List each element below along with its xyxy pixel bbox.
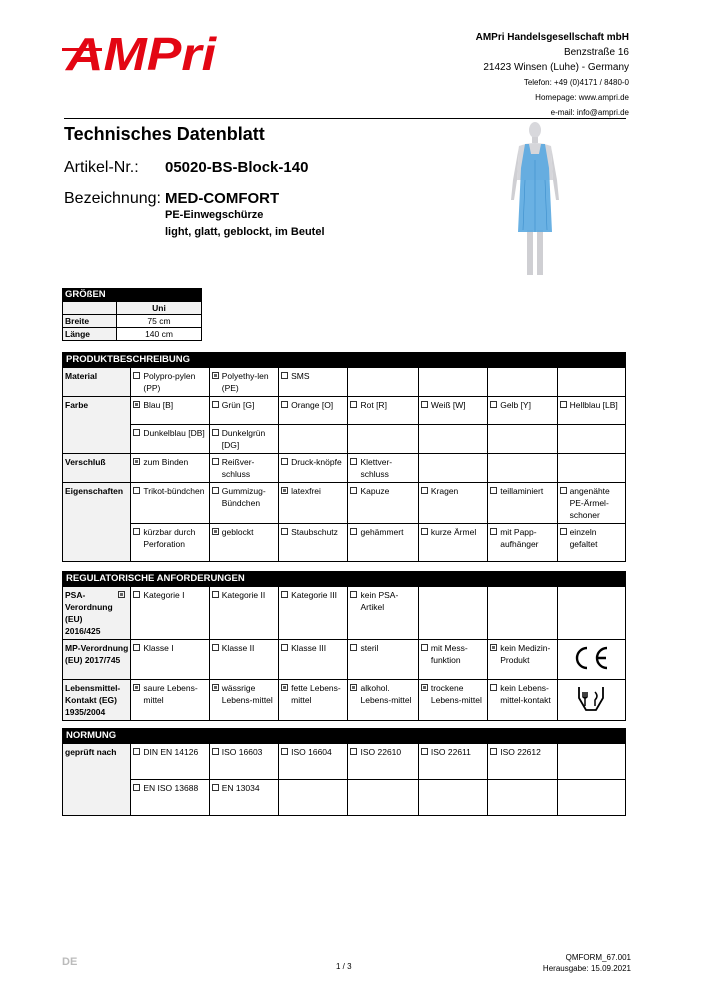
- page-title: Technisches Datenblatt: [64, 124, 265, 144]
- option-label: Kategorie II: [221, 590, 266, 600]
- option-label: kein PSA-Artikel: [360, 590, 399, 612]
- regulatory-label-text: Lebensmittel-Kontakt (EG) 1935/2004: [65, 683, 121, 717]
- checkbox-icon[interactable]: [281, 748, 288, 755]
- option-cell: [348, 587, 418, 640]
- empty-cell: [418, 368, 487, 397]
- checkbox-icon[interactable]: [212, 644, 219, 651]
- option-label: Druck-knöpfe: [291, 457, 342, 467]
- option-cell: [279, 680, 348, 721]
- food-contact-icon-cell: [557, 680, 625, 721]
- option-cell: [488, 483, 557, 524]
- checkbox-icon[interactable]: [281, 591, 288, 598]
- option-label: fette Lebens-mittel: [291, 683, 341, 705]
- empty-cell: [557, 587, 625, 640]
- checkbox-icon[interactable]: [133, 748, 140, 755]
- empty-cell: [348, 425, 418, 454]
- product-description-table: [62, 352, 626, 562]
- checkbox-icon[interactable]: [281, 644, 288, 651]
- option-label: Grün [G]: [221, 400, 255, 410]
- option-cell: [209, 524, 278, 562]
- option-label: Reißver-schluss: [221, 457, 255, 479]
- checkbox-icon[interactable]: [560, 401, 567, 408]
- option-label: Klasse I: [143, 643, 174, 653]
- checkbox-icon[interactable]: [421, 401, 428, 408]
- header-divider: [64, 118, 626, 119]
- option-cell: [557, 524, 625, 562]
- option-cell: [348, 524, 418, 562]
- checkbox-icon[interactable]: [212, 591, 219, 598]
- option-label: EN ISO 13688: [143, 783, 199, 793]
- option-label: steril: [360, 643, 379, 653]
- checkbox-icon[interactable]: [212, 429, 219, 436]
- option-cell: [209, 680, 278, 721]
- checkbox-icon[interactable]: [133, 591, 140, 598]
- norm-header: NORMUNG: [63, 729, 626, 744]
- option-cell: [348, 680, 418, 721]
- option-label: Gummizug-Bündchen: [221, 486, 266, 508]
- option-label: kein Medizin-Produkt: [500, 643, 551, 665]
- option-cell: [488, 524, 557, 562]
- regulatory-row-label: [63, 640, 131, 680]
- option-cell: [348, 640, 418, 680]
- checkbox-icon[interactable]: [421, 528, 428, 535]
- option-label: kein Lebens-mittel-kontakt: [500, 683, 551, 705]
- checkbox-icon[interactable]: [560, 528, 567, 535]
- option-label: angenähte PE-Ärmel-schoner: [569, 486, 610, 520]
- product-details: light, glatt, geblockt, im Beutel: [165, 226, 325, 238]
- regulatory-label-text: PSA-Verordnung (EU) 2016/425: [65, 590, 113, 636]
- sizes-table: [62, 288, 202, 341]
- form-id: QMFORM_67.001: [565, 953, 631, 962]
- empty-cell: [557, 454, 625, 483]
- empty-cell: [418, 587, 487, 640]
- option-cell: [279, 640, 348, 680]
- option-cell: [209, 368, 278, 397]
- option-label: Hellblau [LB]: [569, 400, 618, 410]
- empty-cell: [557, 780, 625, 816]
- sizes-col-header: Uni: [117, 302, 202, 315]
- option-label: mit Mess-funktion: [430, 643, 468, 665]
- issue-date: Herausgabe: 15.09.2021: [542, 964, 631, 973]
- option-cell: [418, 744, 487, 780]
- option-label: Orange [O]: [291, 400, 334, 410]
- option-cell: [418, 483, 487, 524]
- option-cell: [131, 397, 209, 425]
- option-cell: [209, 744, 278, 780]
- option-cell: [418, 524, 487, 562]
- empty-cell: [557, 744, 625, 780]
- option-label: Kategorie III: [291, 590, 337, 600]
- option-label: einzeln gefaltet: [569, 527, 598, 549]
- option-label: latexfrei: [291, 486, 321, 496]
- checkbox-icon[interactable]: [212, 372, 219, 379]
- option-cell: [488, 397, 557, 425]
- empty-cell: [279, 425, 348, 454]
- checkbox-icon[interactable]: [212, 487, 219, 494]
- norm-table: [62, 728, 626, 816]
- checkbox-icon[interactable]: [490, 644, 497, 651]
- checkbox-icon[interactable]: [212, 784, 219, 791]
- option-cell: [279, 454, 348, 483]
- checkbox-icon[interactable]: [421, 644, 428, 651]
- product-row-label: Farbe: [63, 397, 131, 454]
- option-label: SMS: [291, 371, 310, 381]
- option-cell: [131, 425, 209, 454]
- option-label: ISO 22611: [430, 747, 471, 757]
- option-cell: [131, 483, 209, 524]
- option-label: Blau [B]: [143, 400, 174, 410]
- option-cell: [348, 483, 418, 524]
- option-label: Rot [R]: [360, 400, 387, 410]
- company-homepage[interactable]: Homepage: www.ampri.de: [535, 93, 629, 102]
- option-cell: [488, 680, 557, 721]
- option-cell: [418, 397, 487, 425]
- ampri-logo: [60, 26, 220, 74]
- regulatory-header: REGULATORISCHE ANFORDERUNGEN: [63, 572, 626, 587]
- option-cell: [348, 454, 418, 483]
- option-cell: [209, 640, 278, 680]
- option-label: Trikot-bündchen: [143, 486, 205, 496]
- norm-row-label: geprüft nach: [63, 744, 131, 816]
- company-phone: Telefon: +49 (0)4171 / 8480-0: [523, 78, 629, 87]
- food-contact-icon: [576, 706, 606, 716]
- option-label: mit Papp-aufhänger: [500, 527, 539, 549]
- option-cell: [209, 587, 278, 640]
- checkbox-icon[interactable]: [133, 458, 140, 465]
- checkbox-icon[interactable]: [133, 487, 140, 494]
- option-label: Klettver-schluss: [360, 457, 393, 479]
- option-cell: [348, 744, 418, 780]
- option-label: Polyethy-len (PE): [221, 371, 269, 393]
- option-cell: [131, 680, 209, 721]
- empty-cell: [348, 780, 418, 816]
- regulatory-row-label: [63, 680, 131, 721]
- empty-cell: [488, 587, 557, 640]
- option-cell: [131, 744, 209, 780]
- checkbox-icon[interactable]: [281, 372, 288, 379]
- product-name: MED-COMFORT: [165, 190, 280, 207]
- option-cell: [209, 397, 278, 425]
- checkbox-icon[interactable]: [212, 748, 219, 755]
- empty-cell: [418, 780, 487, 816]
- checkbox-icon[interactable]: [133, 429, 140, 436]
- checkbox-icon[interactable]: [281, 487, 288, 494]
- option-label: geblockt: [221, 527, 254, 537]
- checkbox-icon[interactable]: [281, 458, 288, 465]
- option-cell: [279, 368, 348, 397]
- company-email[interactable]: e-mail: info@ampri.de: [550, 108, 629, 117]
- size-row-label: Breite: [63, 315, 117, 328]
- option-cell: [209, 483, 278, 524]
- option-cell: [418, 640, 487, 680]
- option-label: Gelb [Y]: [500, 400, 531, 410]
- checkbox-icon[interactable]: [133, 684, 140, 691]
- product-row-label: Eigenschaften: [63, 483, 131, 562]
- option-cell: [279, 524, 348, 562]
- checkbox-icon[interactable]: [490, 401, 497, 408]
- option-cell: [131, 454, 209, 483]
- product-type: PE-Einwegschürze: [165, 209, 264, 221]
- checkbox-icon[interactable]: [350, 528, 357, 535]
- checkbox-icon[interactable]: [490, 528, 497, 535]
- sizes-corner: [63, 302, 117, 315]
- checkbox-icon[interactable]: [281, 528, 288, 535]
- option-label: Staubschutz: [291, 527, 338, 537]
- empty-cell: [418, 454, 487, 483]
- checkbox-icon[interactable]: [212, 684, 219, 691]
- empty-cell: [488, 425, 557, 454]
- size-row-value: 140 cm: [117, 328, 202, 341]
- checkbox-icon[interactable]: [350, 458, 357, 465]
- checkbox-icon[interactable]: [133, 644, 140, 651]
- option-label: kurze Ärmel: [430, 527, 477, 537]
- option-label: ISO 16603: [221, 747, 263, 757]
- option-cell: [279, 587, 348, 640]
- option-cell: [131, 524, 209, 562]
- checkbox-icon[interactable]: [421, 487, 428, 494]
- checkbox-icon[interactable]: [281, 684, 288, 691]
- regulatory-row-label: [63, 587, 131, 640]
- checkbox-icon[interactable]: [133, 372, 140, 379]
- option-label: Kragen: [430, 486, 459, 496]
- empty-cell: [488, 780, 557, 816]
- checkbox-icon[interactable]: [421, 684, 428, 691]
- option-cell: [557, 397, 625, 425]
- checkbox-icon[interactable]: [350, 401, 357, 408]
- option-cell: [279, 483, 348, 524]
- option-cell: [209, 425, 278, 454]
- designation-label: Bezeichnung:: [64, 190, 161, 207]
- regulatory-label-text: MP-Verordnung (EU) 2017/745: [65, 643, 129, 665]
- size-row-label: Länge: [63, 328, 117, 341]
- option-label: trockene Lebens-mittel: [430, 683, 482, 705]
- checkbox-icon[interactable]: [350, 684, 357, 691]
- option-cell: [488, 744, 557, 780]
- checkbox-icon[interactable]: [212, 401, 219, 408]
- option-label: Polypro-pylen (PP): [143, 371, 196, 393]
- checkbox-icon[interactable]: [490, 487, 497, 494]
- option-label: Dunkelblau [DB]: [143, 428, 205, 438]
- checkbox-icon[interactable]: [350, 487, 357, 494]
- checkbox-icon[interactable]: [350, 748, 357, 755]
- product-header: PRODUKTBESCHREIBUNG: [63, 353, 626, 368]
- checkbox-icon[interactable]: [133, 784, 140, 791]
- product-row-label: Material: [63, 368, 131, 397]
- checkbox-icon[interactable]: [490, 684, 497, 691]
- option-label: Klasse II: [221, 643, 255, 653]
- option-label: ISO 16604: [291, 747, 332, 757]
- option-cell: [279, 397, 348, 425]
- option-cell: [131, 640, 209, 680]
- article-label: Artikel-Nr.:: [64, 159, 139, 176]
- option-cell: [131, 368, 209, 397]
- option-label: kürzbar durch Perforation: [143, 527, 196, 549]
- option-label: zum Binden: [143, 457, 189, 467]
- option-label: teillaminiert: [500, 486, 544, 496]
- checkbox-icon[interactable]: [350, 591, 357, 598]
- option-label: wässrige Lebens-mittel: [221, 683, 273, 705]
- sizes-header: GRÖßEN: [63, 289, 202, 302]
- size-row-value: 75 cm: [117, 315, 202, 328]
- page-number: 1 / 3: [336, 962, 352, 971]
- empty-cell: [279, 780, 348, 816]
- empty-cell: [557, 368, 625, 397]
- checkbox-icon[interactable]: [560, 487, 567, 494]
- checkbox-icon[interactable]: [212, 458, 219, 465]
- logo-text: AMPri: [64, 28, 218, 74]
- language-code: DE: [62, 956, 78, 968]
- option-label: Weiß [W]: [430, 400, 466, 410]
- product-image-apron: [505, 120, 565, 278]
- option-cell: [131, 780, 209, 816]
- ce-mark-icon: [571, 663, 611, 673]
- checkbox-icon[interactable]: [490, 748, 497, 755]
- checkbox-icon[interactable]: [350, 644, 357, 651]
- option-cell: [488, 640, 557, 680]
- empty-cell: [488, 368, 557, 397]
- option-cell: [348, 397, 418, 425]
- checkbox-icon[interactable]: [118, 591, 125, 598]
- option-cell: [279, 744, 348, 780]
- empty-cell: [348, 368, 418, 397]
- option-label: Kapuze: [360, 486, 390, 496]
- form-info: [543, 952, 631, 974]
- option-cell: [209, 454, 278, 483]
- option-label: Klasse III: [291, 643, 327, 653]
- regulatory-table: [62, 571, 626, 721]
- article-number: 05020-BS-Block-140: [165, 159, 309, 176]
- product-row-label: Verschluß: [63, 454, 131, 483]
- option-cell: [418, 680, 487, 721]
- option-label: alkohol. Lebens-mittel: [360, 683, 412, 705]
- option-label: Kategorie I: [143, 590, 185, 600]
- option-label: gehämmert: [360, 527, 404, 537]
- option-cell: [557, 483, 625, 524]
- option-label: saure Lebens-mittel: [143, 683, 198, 705]
- option-label: ISO 22610: [360, 747, 402, 757]
- checkbox-icon[interactable]: [133, 528, 140, 535]
- checkbox-icon[interactable]: [281, 401, 288, 408]
- option-label: Dunkelgrün [DG]: [221, 428, 266, 450]
- ce-mark-icon-cell: [557, 640, 625, 680]
- empty-cell: [488, 454, 557, 483]
- checkbox-icon[interactable]: [421, 748, 428, 755]
- company-street: Benzstraße 16: [563, 47, 629, 58]
- option-label: DIN EN 14126: [143, 747, 199, 757]
- company-name: AMPri Handelsgesellschaft mbH: [475, 32, 629, 43]
- checkbox-icon[interactable]: [212, 528, 219, 535]
- option-label: EN 13034: [221, 783, 260, 793]
- empty-cell: [557, 425, 625, 454]
- company-city: 21423 Winsen (Luhe) - Germany: [483, 62, 629, 73]
- empty-cell: [418, 425, 487, 454]
- option-cell: [131, 587, 209, 640]
- company-address: [476, 30, 629, 120]
- option-label: ISO 22612: [500, 747, 541, 757]
- option-cell: [209, 780, 278, 816]
- checkbox-icon[interactable]: [133, 401, 140, 408]
